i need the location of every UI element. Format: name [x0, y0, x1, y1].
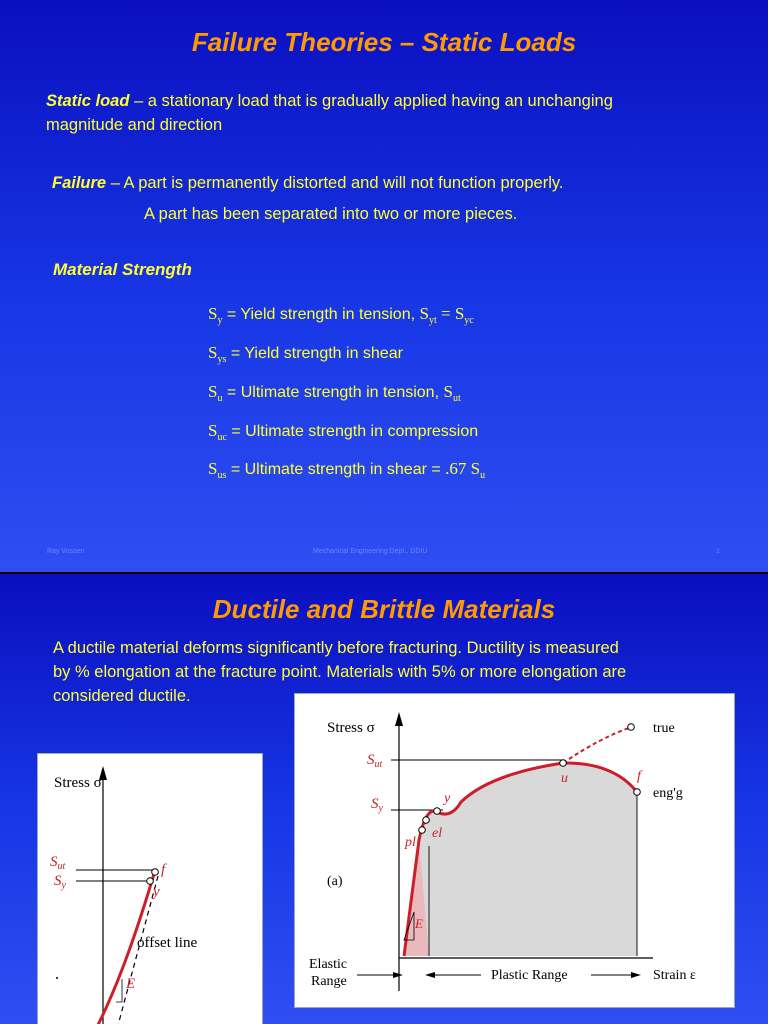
sut-label: $S_{ut}$ [50, 854, 66, 872]
static-load-def-line1: a stationary load that is gradually applied having an unchanging [147, 92, 613, 110]
proportional-limit-point [419, 827, 426, 834]
ductile-intro-line1: A ductile material deforms significantly before fracturing. Ductility is measured [53, 639, 619, 657]
strength-ultimate-compression: $S_{uc}$ = Ultimate strength in compression [208, 421, 479, 443]
strength-yield-shear: $S_{ys}$ = Yield strength in shear [208, 343, 403, 365]
sy-label: $S_y$ [371, 796, 383, 814]
footer-author: Ray Vossen [47, 548, 85, 555]
yield-label: y [153, 884, 160, 900]
elastic-range-label-2: Range [311, 974, 347, 989]
fracture-point [634, 789, 641, 796]
material-strength-heading: Material Strength [53, 260, 192, 279]
elastic-limit-label: el [432, 826, 443, 841]
elastic-range-label-1: Elastic [309, 957, 348, 972]
ductile-intro-line3: considered ductile. [53, 687, 191, 705]
stress-label: Stress σ [327, 720, 375, 736]
true-label: true [653, 721, 675, 736]
offset-yield-diagram [37, 753, 263, 1024]
modulus-label: E [415, 916, 423, 931]
footer-department: Mechanical Engineering Dept., DDIU [313, 548, 428, 555]
sut-label: $S_{ut}$ [367, 752, 383, 770]
stress-label: Stress σ [54, 775, 102, 791]
slide-1-title: Failure Theories – Static Loads [191, 27, 577, 57]
plastic-arrow-left-head-icon [425, 972, 435, 978]
plastic-arrow-right-head-icon [631, 972, 641, 978]
ultimate-label: u [561, 771, 568, 786]
static-load-term: Static load [46, 92, 130, 110]
failure-def-line1: A part is permanently distorted and will not function properly. [123, 174, 564, 192]
fracture-label: f [161, 862, 166, 878]
offset-line-label: offset line [137, 935, 198, 951]
strength-yield-tension: $S_y$ = Yield strength in tension, $S_{yt} = S_{yc}$ [208, 304, 474, 326]
engg-label: eng'g [653, 786, 683, 801]
static-load-def-line2: magnitude and direction [46, 116, 223, 134]
plastic-range-label: Plastic Range [491, 968, 568, 983]
yield-point [434, 808, 441, 815]
failure-term: Failure [52, 174, 107, 192]
ductile-intro-line2: by % elongation at the fracture point. Materials with 5% or more elongation are [53, 663, 627, 681]
strength-ultimate-tension: $S_u$ = Ultimate strength in tension, $S_{ut}$ [208, 382, 461, 404]
strain-label: Strain ε [653, 968, 696, 983]
fracture-label: f [637, 769, 641, 784]
stress-strain-diagram [294, 693, 735, 1008]
true-stress-curve [563, 728, 629, 763]
elastic-arrow-head-icon [393, 972, 403, 978]
slide-2-title: Ductile and Brittle Materials [212, 594, 556, 624]
failure-def-line2: A part has been separated into two or more pieces. [144, 205, 518, 223]
fracture-point [152, 869, 159, 876]
static-load-dash: – [129, 92, 148, 110]
stress-axis-arrow-icon [395, 712, 403, 726]
modulus-label: E [126, 976, 136, 992]
proportional-limit-label: pl [405, 835, 416, 850]
footer-page-number: 1 [716, 548, 720, 555]
dot-mark [56, 977, 58, 979]
slide-2 [0, 574, 768, 1024]
strength-ultimate-shear: $S_{us}$ = Ultimate strength in shear = .67 $S_u$ [208, 459, 486, 481]
sy-label: $S_y$ [54, 873, 66, 891]
static-load-definition [46, 92, 613, 111]
ultimate-point [560, 760, 567, 767]
failure-definition [52, 174, 563, 193]
figure-a-label: (a) [327, 874, 343, 889]
true-fracture-point [628, 724, 635, 731]
yield-label: y [444, 791, 451, 806]
elastic-limit-point [423, 817, 430, 824]
failure-dash: – [106, 174, 124, 192]
work-area [404, 763, 637, 956]
